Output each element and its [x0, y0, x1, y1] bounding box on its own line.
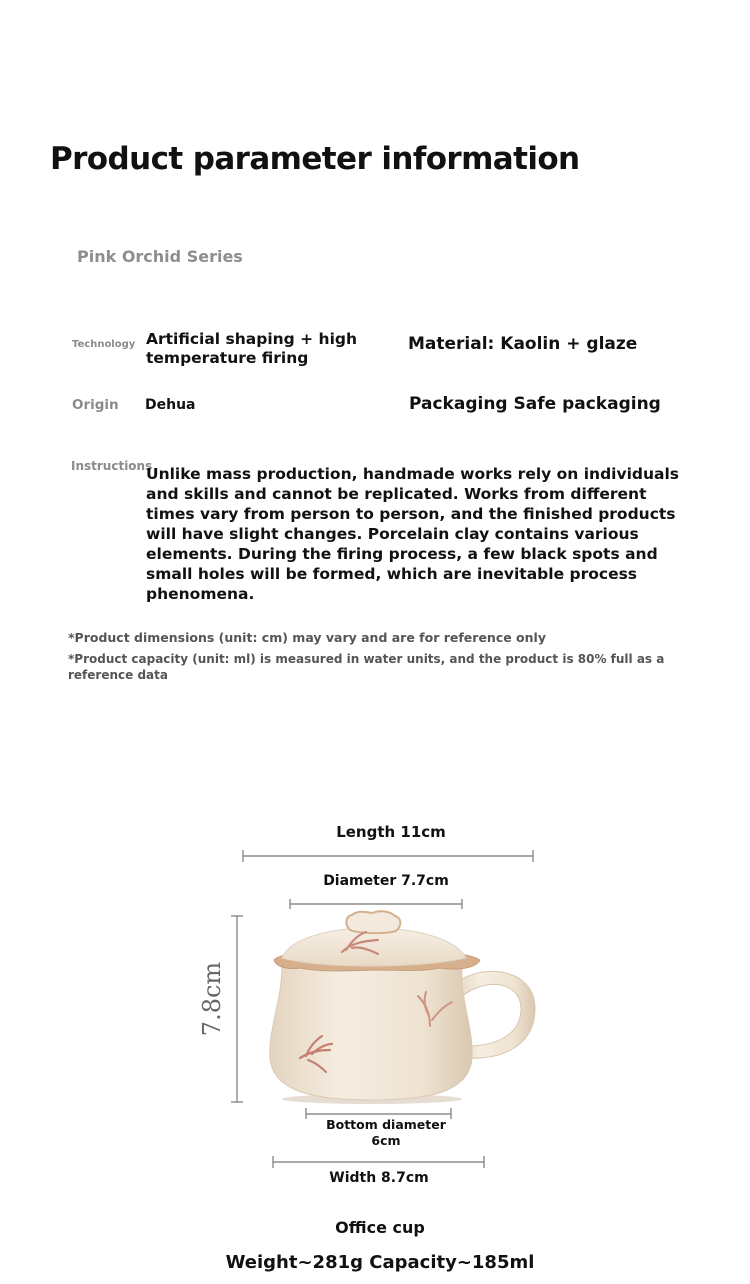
cup-drawing	[270, 911, 535, 1104]
technology-label: Technology	[72, 339, 136, 350]
bottom-diameter-dimension-line	[306, 1108, 451, 1119]
packaging-value: Packaging Safe packaging	[409, 394, 661, 414]
width-dimension-line	[273, 1156, 484, 1168]
capacity-note: *Product capacity (unit: ml) is measured in water units, and the product is 80% full as a reference data	[68, 652, 665, 682]
technology-value: Artificial shaping + high temperature firing	[146, 330, 358, 367]
diameter-dimension-line	[290, 899, 462, 909]
instructions-text: Unlike mass production, handmade works rely on individuals and skills and cannot be replicated. Works from different times vary from person to person, and the finished products will have slight changes. Porcelain clay contains various elements. During the firing process, a few black spots and small holes will be formed, which are inevitable process phenomena.	[146, 465, 680, 603]
length-dimension-line	[243, 850, 533, 862]
origin-value: Dehua	[145, 397, 196, 413]
height-dimension-line	[231, 916, 243, 1102]
dimensions-note: *Product dimensions (unit: cm) may vary and are for reference only	[68, 630, 546, 645]
height-label: 7.8cm	[198, 961, 226, 1037]
width-label: Width 8.7cm	[329, 1170, 429, 1186]
diameter-label: Diameter 7.7cm	[323, 873, 449, 889]
product-name: Office cup	[335, 1218, 425, 1237]
product-specs: Weight~281g Capacity~185ml	[225, 1252, 535, 1273]
material-value: Material: Kaolin + glaze	[408, 334, 638, 354]
origin-label: Origin	[72, 397, 119, 413]
bottom-diameter-value: 6cm	[371, 1133, 401, 1148]
page-title: Product parameter information	[50, 141, 580, 177]
length-label: Length 11cm	[336, 823, 446, 841]
series-name: Pink Orchid Series	[77, 247, 243, 266]
instructions-label: Instructions	[71, 459, 153, 473]
bottom-diameter-text: Bottom diameter	[326, 1117, 446, 1132]
